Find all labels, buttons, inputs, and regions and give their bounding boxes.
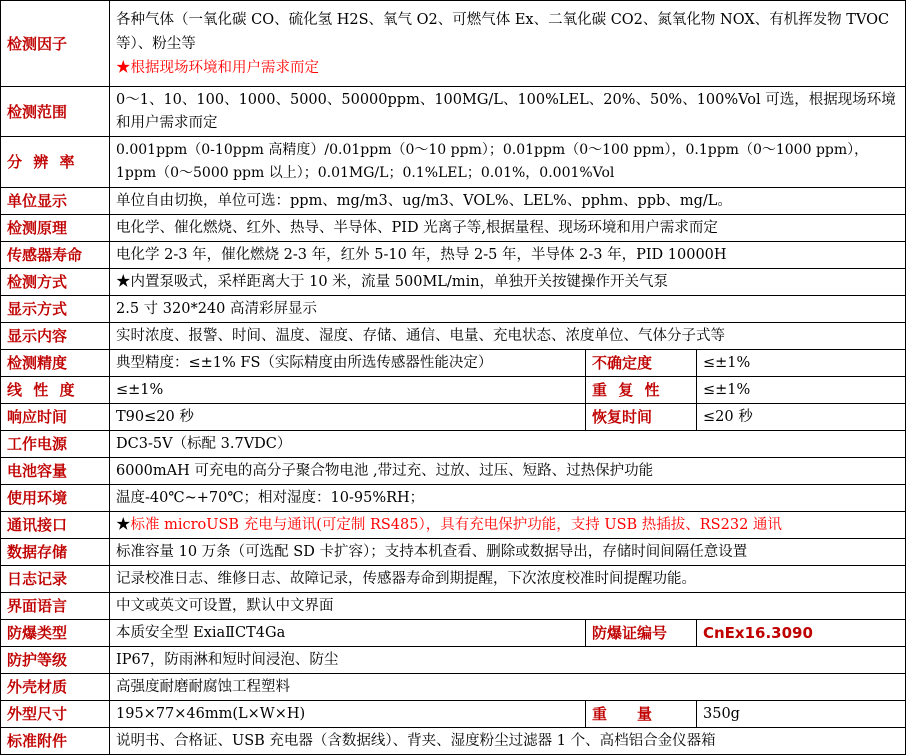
value-uncertainty: ≤±1% bbox=[697, 350, 906, 377]
value-unit-display: 单位自由切换，单位可选：ppm、mg/m3、ug/m3、VOL%、LEL%、pphm、ppb、mg/L。 bbox=[110, 188, 906, 215]
row-data-storage bbox=[1, 539, 906, 566]
value-display-mode: 2.5 寸 320*240 高清彩屏显示 bbox=[110, 296, 906, 323]
row-dimensions bbox=[1, 701, 906, 728]
row-explosion-proof-type bbox=[1, 620, 906, 647]
row-response-time bbox=[1, 404, 906, 431]
label-accessories: 标准附件 bbox=[1, 728, 110, 755]
row-protection-level bbox=[1, 647, 906, 674]
row-detection-principle bbox=[1, 215, 906, 242]
label-resolution: 分 辨 率 bbox=[1, 137, 110, 188]
label-weight: 重 量 bbox=[586, 701, 697, 728]
row-log-record bbox=[1, 566, 906, 593]
label-housing-material: 外壳材质 bbox=[1, 674, 110, 701]
label-detection-method: 检测方式 bbox=[1, 269, 110, 296]
row-unit-display bbox=[1, 188, 906, 215]
label-protection-level: 防护等级 bbox=[1, 647, 110, 674]
value-data-storage: 标准容量 10 万条（可选配 SD 卡扩容）；支持本机查看、删除或数据导出，存储时间间隔任意设置 bbox=[110, 539, 906, 566]
row-detection-accuracy bbox=[1, 350, 906, 377]
row-interface-language bbox=[1, 593, 906, 620]
label-detection-factors: 检测因子 bbox=[1, 1, 110, 87]
value-detection-accuracy: 典型精度：≤±1% FS（实际精度由所选传感器性能决定） bbox=[110, 350, 586, 377]
value-resolution: 0.001ppm（0-10ppm 高精度）/0.01ppm（0～10 ppm）；0.01ppm（0～100 ppm），0.1ppm（0～1000 ppm），1ppm（0～5000 ppm 以上）；0.01MG/L；0.1%LEL；0.01%，0.001%Vol bbox=[110, 137, 906, 188]
row-accessories bbox=[1, 728, 906, 755]
label-uncertainty: 不确定度 bbox=[586, 350, 697, 377]
value-detection-range: 0～1、10、100、1000、5000、50000ppm、100MG/L、100%LEL、20%、50%、100%Vol 可选，根据现场环境和用户需求而定 bbox=[110, 87, 906, 137]
value-detection-method: ★内置泵吸式，采样距离大于 10 米，流量 500ML/min，单独开关按键操作开关气泵 bbox=[110, 269, 906, 296]
value-dimensions: 195×77×46mm(L×W×H) bbox=[110, 701, 586, 728]
label-detection-range: 检测范围 bbox=[1, 87, 110, 137]
value-response-time: T90≤20 秒 bbox=[110, 404, 586, 431]
row-linearity bbox=[1, 377, 906, 404]
label-sensor-life: 传感器寿命 bbox=[1, 242, 110, 269]
comm-interface-text: 标准 microUSB 充电与通讯(可定制 RS485），具有充电保护功能，支持 USB 热插拔、RS232 通讯 bbox=[130, 517, 782, 533]
label-linearity: 线 性 度 bbox=[1, 377, 110, 404]
label-battery-capacity: 电池容量 bbox=[1, 458, 110, 485]
value-comm-interface bbox=[110, 512, 906, 539]
row-detection-range bbox=[1, 87, 906, 137]
value-display-content: 实时浓度、报警、时间、温度、湿度、存储、通信、电量、充电状态、浓度单位、气体分子式等 bbox=[110, 323, 906, 350]
value-sensor-life: 电化学 2-3 年，催化燃烧 2-3 年，红外 5-10 年，热导 2-5 年，半导体 2-3 年，PID 10000H bbox=[110, 242, 906, 269]
label-power-supply: 工作电源 bbox=[1, 431, 110, 458]
value-interface-language: 中文或英文可设置，默认中文界面 bbox=[110, 593, 906, 620]
row-display-mode bbox=[1, 296, 906, 323]
value-protection-level: IP67，防雨淋和短时间浸泡、防尘 bbox=[110, 647, 906, 674]
value-accessories: 说明书、合格证、USB 充电器（含数据线）、背夹、湿度粉尘过滤器 1 个、高档铝合金仪器箱 bbox=[110, 728, 906, 755]
row-detection-method bbox=[1, 269, 906, 296]
detection-factors-note: ★根据现场环境和用户需求而定 bbox=[116, 59, 319, 76]
row-detection-factors bbox=[1, 1, 906, 87]
detection-factors-text: 各种气体（一氧化碳 CO、硫化氢 H2S、氧气 O2、可燃气体 Ex、二氧化碳 CO2、氮氧化物 NOX、有机挥发物 TVOC 等）、粉尘等 bbox=[116, 11, 890, 52]
value-housing-material: 高强度耐磨耐腐蚀工程塑料 bbox=[110, 674, 906, 701]
value-recovery-time: ≤20 秒 bbox=[697, 404, 906, 431]
value-detection-principle: 电化学、催化燃烧、红外、热导、半导体、PID 光离子等,根据量程、现场环境和用户需求而定 bbox=[110, 215, 906, 242]
value-repeatability: ≤±1% bbox=[697, 377, 906, 404]
label-display-mode: 显示方式 bbox=[1, 296, 110, 323]
label-certificate-number: 防爆证编号 bbox=[586, 620, 697, 647]
value-linearity: ≤±1% bbox=[110, 377, 586, 404]
label-detection-principle: 检测原理 bbox=[1, 215, 110, 242]
row-comm-interface bbox=[1, 512, 906, 539]
value-log-record: 记录校准日志、维修日志、故障记录，传感器寿命到期提醒，下次浓度校准时间提醒功能。 bbox=[110, 566, 906, 593]
label-detection-accuracy: 检测精度 bbox=[1, 350, 110, 377]
label-explosion-proof-type: 防爆类型 bbox=[1, 620, 110, 647]
label-comm-interface: 通讯接口 bbox=[1, 512, 110, 539]
label-unit-display: 单位显示 bbox=[1, 188, 110, 215]
label-data-storage: 数据存储 bbox=[1, 539, 110, 566]
label-dimensions: 外型尺寸 bbox=[1, 701, 110, 728]
row-sensor-life bbox=[1, 242, 906, 269]
row-display-content bbox=[1, 323, 906, 350]
row-battery-capacity bbox=[1, 458, 906, 485]
label-recovery-time: 恢复时间 bbox=[586, 404, 697, 431]
label-response-time: 响应时间 bbox=[1, 404, 110, 431]
value-detection-factors bbox=[110, 1, 906, 87]
value-weight: 350g bbox=[697, 701, 906, 728]
row-power-supply bbox=[1, 431, 906, 458]
star-mark: ★ bbox=[116, 517, 131, 533]
label-log-record: 日志记录 bbox=[1, 566, 110, 593]
row-resolution bbox=[1, 137, 906, 188]
value-power-supply: DC3-5V（标配 3.7VDC） bbox=[110, 431, 906, 458]
value-explosion-proof-type: 本质安全型 ExiaⅡCT4Ga bbox=[110, 620, 586, 647]
value-certificate-number: CnEx16.3090 bbox=[697, 620, 906, 647]
value-battery-capacity: 6000mAH 可充电的高分子聚合物电池 ,带过充、过放、过压、短路、过热保护功能 bbox=[110, 458, 906, 485]
label-display-content: 显示内容 bbox=[1, 323, 110, 350]
label-repeatability: 重 复 性 bbox=[586, 377, 697, 404]
row-environment bbox=[1, 485, 906, 512]
label-interface-language: 界面语言 bbox=[1, 593, 110, 620]
label-environment: 使用环境 bbox=[1, 485, 110, 512]
row-housing-material bbox=[1, 674, 906, 701]
value-environment: 温度-40℃~+70℃；相对湿度：10-95%RH； bbox=[110, 485, 906, 512]
